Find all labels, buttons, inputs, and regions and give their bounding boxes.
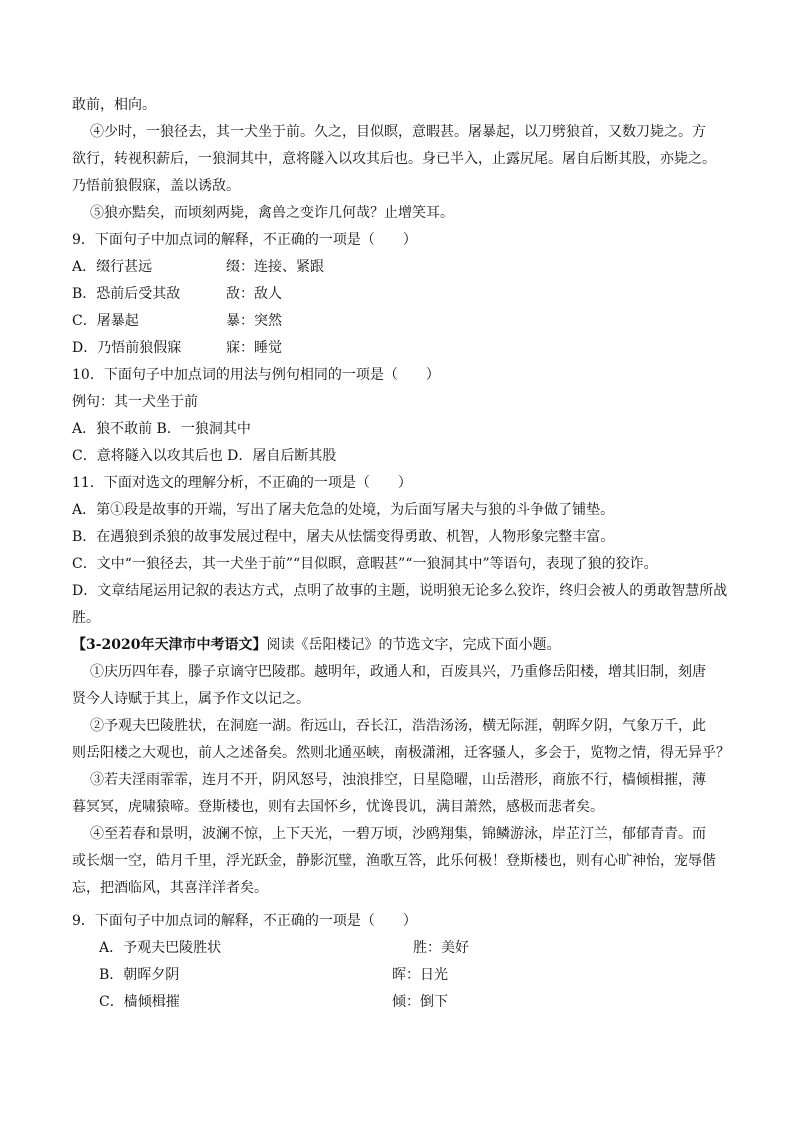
passage-line: 乃悟前狼假寐，盖以诱敌。 (72, 178, 240, 194)
option-label: A．予观夫巴陵胜状 (99, 940, 222, 956)
passage-line: 暮冥冥，虎啸猿啼。登斯楼也，则有去国怀乡，忧谗畏讥，满目萧然，感极而悲者矣。 (72, 799, 604, 815)
option-gloss: 倾：倒下 (392, 994, 448, 1010)
option-row: A．狼不敢前 B．一狼洞其中 (72, 421, 251, 437)
question-stem: 11．下面对选文的理解分析，不正确的一项是（ ） (72, 475, 412, 491)
option-gloss: 寐：睡觉 (226, 340, 282, 356)
question-stem: 10．下面句子中加点词的用法与例句相同的一项是（ ） (72, 367, 440, 383)
passage-line: 欲行，转视积薪后，一狼洞其中，意将隧入以攻其后也。身已半入，止露尻尾。屠自后断其股，亦毙之。 (72, 151, 716, 167)
passage-line: ①庆历四年春，滕子京谪守巴陵郡。越明年，政通人和，百废具兴，乃重修岳阳楼，增其旧制，刻唐 (90, 664, 706, 680)
option-label: B．恐前后受其敌 (72, 286, 181, 302)
passage-line: 敢前，相向。 (72, 97, 156, 113)
passage-line: ⑤狼亦黠矣，而顷刻两毙，禽兽之变诈几何哉？止增笑耳。 (90, 205, 454, 221)
option-label: C．樯倾楫摧 (99, 994, 180, 1010)
option-gloss: 缀：连接、紧跟 (226, 259, 324, 275)
option-line: C．文中“一狼径去，其一犬坐于前”“目似瞑，意暇甚”“一狼洞其中”等语句，表现了狼的狡诈。 (72, 556, 658, 572)
option-line: D．文章结尾运用记叙的表达方式，点明了故事的主题，说明狼无论多么狡诈，终归会被人的勇敢智慧所战 (72, 583, 728, 599)
passage-line: ②予观夫巴陵胜状，在洞庭一湖。衔远山，吞长江，浩浩汤汤，横无际涯，朝晖夕阴，气象万千，此 (90, 718, 706, 734)
passage-line: ④少时，一狼径去，其一犬坐于前。久之，目似瞑，意暇甚。屠暴起，以刀劈狼首，又数刀毙之。方 (90, 124, 706, 140)
passage-line: ③若夫淫雨霏霏，连月不开，阴风怒号，浊浪排空，日星隐曜，山岳潜形，商旅不行，樯倾楫摧，薄 (90, 772, 706, 788)
passage-line: 贤今人诗赋于其上，属予作文以记之。 (72, 691, 310, 707)
passage-line: 则岳阳楼之大观也，前人之述备矣。然则北通巫峡，南极潇湘，迁客骚人，多会于，览物之情，得无异乎？ (72, 745, 730, 761)
passage-line: ④至若春和景明，波澜不惊，上下天光，一碧万顷，沙鸥翔集，锦鳞游泳，岸芷汀兰，郁郁青青。而 (90, 826, 706, 842)
option-label: B．朝晖夕阴 (99, 967, 180, 983)
option-label: A．缀行甚远 (72, 259, 153, 275)
section-heading (72, 636, 732, 654)
passage-line: 忘，把酒临风，其喜洋洋者矣。 (72, 880, 268, 896)
option-gloss: 胜：美好 (413, 940, 469, 956)
passage-line: 或长烟一空，皓月千里，浮光跃金，静影沉璧，渔歌互答，此乐何极！登斯楼也，则有心旷神怡，宠辱偕 (72, 853, 716, 869)
option-gloss: 晖：日光 (392, 967, 448, 983)
option-line: A．第①段是故事的开端，写出了屠夫危急的处境，为后面写屠夫与狼的斗争做了铺垫。 (72, 502, 615, 518)
option-gloss: 暴：突然 (226, 313, 282, 329)
option-gloss: 敌：敌人 (226, 286, 282, 302)
section-instruction: 阅读《岳阳楼记》的节选文字，完成下面小题。 (266, 637, 561, 653)
option-line: B．在遇狼到杀狼的故事发展过程中，屠夫从怯懦变得勇敢、机智，人物形象完整丰富。 (72, 529, 615, 545)
question-stem: 9．下面句子中加点词的解释，不正确的一项是（ ） (72, 913, 417, 929)
option-row: C．意将隧入以攻其后也 D．屠自后断其股 (72, 448, 337, 464)
option-label: C．屠暴起 (72, 313, 139, 329)
option-label: D．乃悟前狼假寐 (72, 340, 182, 356)
question-stem: 9．下面句子中加点词的解释，不正确的一项是（ ） (72, 232, 417, 248)
example-sentence: 例句：其一犬坐于前 (72, 394, 198, 410)
section-source: 【3-2020年天津市中考语文】 (72, 637, 267, 653)
option-line: 胜。 (72, 610, 100, 626)
